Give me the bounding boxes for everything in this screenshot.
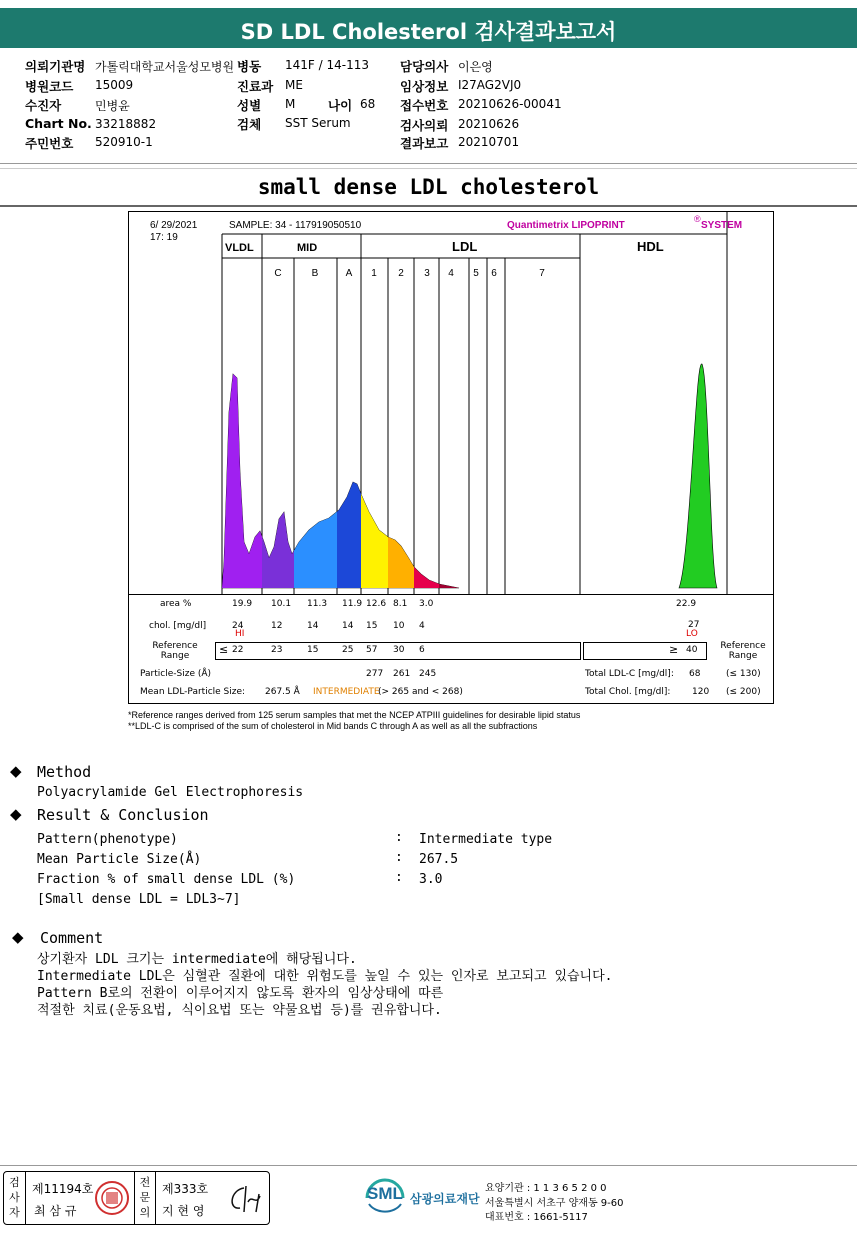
diamond-icon: ◆ <box>12 928 24 946</box>
results-table <box>128 593 774 704</box>
brand-text: Quantimetrix LIPOPRINT <box>507 220 625 231</box>
group-mid: MID <box>297 242 318 254</box>
label-char: 검 <box>9 1176 20 1189</box>
footnote: *Reference ranges derived from 125 serum samples that met the NCEP ATPIII guidelines for desirable lipid status <box>128 710 581 720</box>
field-label: 임상정보 <box>400 79 449 94</box>
org-line: 요양기관 : 1 1 3 6 5 2 0 0 <box>485 1183 607 1194</box>
band-label-6: 6 <box>491 268 497 279</box>
org-line: 대표번호 : 1661-5117 <box>485 1212 588 1223</box>
ref-ge-symbol: ≥ <box>669 643 679 656</box>
result-label: Mean Particle Size(Å) <box>37 852 202 867</box>
seal-icon <box>94 1180 130 1216</box>
label-char: 문 <box>139 1191 151 1204</box>
inspector-label <box>4 1172 26 1224</box>
field-label: 접수번호 <box>400 98 449 113</box>
ref-label-line: Range <box>160 651 190 661</box>
field-label: 나이 <box>328 98 353 113</box>
chart-frame <box>128 211 774 595</box>
field-value: 가톨릭대학교서울성모병원 <box>95 60 235 74</box>
specialist-no: 제333호 <box>162 1182 209 1196</box>
comment-line: Intermediate LDL은 심혈관 질환에 대한 위험도를 높일 수 있는 인자로 보고되고 있습니다. <box>37 969 613 984</box>
field-value: M <box>285 97 296 111</box>
ref-row-cell: 22 <box>232 645 244 655</box>
ref-row-cell: 23 <box>271 645 283 655</box>
org-logo-text: SML <box>367 1184 403 1203</box>
label-char: 전 <box>139 1176 151 1189</box>
area-label: area % <box>160 599 192 609</box>
field-label: 수진자 <box>25 98 62 113</box>
field-value: 141F / 14-113 <box>285 58 369 72</box>
ref-row-cell: 15 <box>307 645 319 655</box>
ref-row-cell: 25 <box>342 645 354 655</box>
result-note: [Small dense LDL = LDL3~7] <box>37 892 241 907</box>
field-value: 민병윤 <box>95 99 130 113</box>
group-hdl: HDL <box>637 239 664 254</box>
band-label-A: A <box>345 268 353 279</box>
total-ldl-ref: (≤ 130) <box>726 669 761 679</box>
chol-label: chol. [mg/dl] <box>149 621 207 631</box>
specialist-label <box>134 1172 156 1224</box>
diamond-icon: ◆ <box>10 805 22 823</box>
chol-row-cell: 14 <box>342 621 354 631</box>
footnote: **LDL-C is comprised of the sum of cholesterol in Mid bands C through A as well as all the subfractions <box>128 721 538 731</box>
inspector-no: 제11194호 <box>32 1182 94 1196</box>
area-row-cell: 19.9 <box>232 599 253 609</box>
result-heading: Result & Conclusion <box>37 806 209 824</box>
brand-mark: ® <box>694 214 701 224</box>
area-row-cell: 8.1 <box>393 599 408 609</box>
particle-row-cell: 261 <box>393 669 411 679</box>
colon: : <box>395 870 403 885</box>
field-value: SST Serum <box>285 116 351 130</box>
band-label-5: 5 <box>473 268 479 279</box>
mean-label: Mean LDL-Particle Size: <box>140 687 246 697</box>
field-label: 병동 <box>237 59 262 74</box>
lo-flag: LO <box>686 629 698 639</box>
signature-icon <box>226 1182 264 1214</box>
colon: : <box>395 850 403 865</box>
band-label-B: B <box>311 268 319 279</box>
label-char: 사 <box>9 1191 20 1204</box>
report-title: SD LDL Cholesterol 검사결과보고서 <box>240 20 617 44</box>
ref-row-cell: 6 <box>419 645 425 655</box>
group-vldl: VLDL <box>225 242 254 254</box>
section-title: small dense LDL cholesterol <box>257 175 600 199</box>
ref-label-line: Reference <box>720 641 766 651</box>
result-value: Intermediate type <box>419 832 553 847</box>
band-label-3: 3 <box>424 268 430 279</box>
field-label: 진료과 <box>237 79 274 94</box>
field-value: 33218882 <box>95 117 157 131</box>
field-value: 20210626-00041 <box>458 97 562 111</box>
chol-row-cell: 4 <box>419 621 425 631</box>
divider <box>0 163 857 164</box>
divider <box>0 205 857 207</box>
total-ldl-label: Total LDL-C [mg/dl]: <box>585 669 674 679</box>
area-row-cell: 10.1 <box>271 599 292 609</box>
org-name: 삼광의료재단 <box>410 1192 480 1206</box>
total-chol-ref: (≤ 200) <box>726 687 761 697</box>
field-label: 검체 <box>237 117 262 132</box>
particle-label: Particle-Size (Å) <box>140 669 212 679</box>
field-value: 15009 <box>95 78 134 92</box>
total-ldl: 68 <box>689 669 701 679</box>
diamond-icon: ◆ <box>10 762 22 780</box>
colon: : <box>395 830 403 845</box>
ref-label <box>151 641 199 661</box>
label-char: 자 <box>9 1206 20 1219</box>
field-label: 결과보고 <box>400 136 449 151</box>
ref-label-line: Reference <box>152 641 198 651</box>
footer-divider <box>0 1165 857 1166</box>
method-heading: Method <box>37 763 92 781</box>
field-label: 검사의뢰 <box>400 118 449 133</box>
field-value: 20210626 <box>458 117 520 131</box>
total-chol-label: Total Chol. [mg/dl]: <box>585 687 671 697</box>
ref-row-cell: 57 <box>366 645 378 655</box>
group-ldl: LDL <box>452 239 478 254</box>
chart-date: 6/ 29/2021 <box>150 220 198 231</box>
signature-box <box>3 1171 270 1225</box>
particle-row-cell: 277 <box>366 669 384 679</box>
ref-le-symbol: ≤ <box>219 643 229 656</box>
particle-row-cell: 245 <box>419 669 437 679</box>
hdl-chol: 27 <box>688 620 700 630</box>
chart-time: 17: 19 <box>150 232 178 243</box>
area-row-cell: 11.3 <box>307 599 328 609</box>
result-label: Pattern(phenotype) <box>37 832 178 847</box>
mean-value: 267.5 Å <box>265 687 300 697</box>
chol-row-cell: 15 <box>366 621 378 631</box>
chol-row-cell: 12 <box>271 621 283 631</box>
field-value: I27AG2VJ0 <box>458 78 522 92</box>
hdl-peak <box>679 364 717 588</box>
brand-suffix: SYSTEM <box>701 220 743 231</box>
field-label: Chart No. <box>25 116 92 131</box>
field-value: 68 <box>360 97 376 111</box>
band-label-1: 1 <box>371 268 377 279</box>
field-label: 주민번호 <box>25 136 74 151</box>
area-row-cell: 11.9 <box>342 599 363 609</box>
comment-line: 상기환자 LDL 크기는 intermediate에 해당됩니다. <box>37 952 357 967</box>
inspector-name: 최 삼 규 <box>34 1204 77 1218</box>
ref-label-line: Range <box>728 651 758 661</box>
band-label-7: 7 <box>539 268 545 279</box>
band-label-C: C <box>274 268 282 279</box>
hdl-area: 22.9 <box>676 599 697 609</box>
ref-label-right <box>717 641 769 661</box>
result-value: 267.5 <box>419 852 459 867</box>
result-value: 3.0 <box>419 872 443 887</box>
specialist-name: 지 현 영 <box>162 1204 205 1218</box>
field-value: 이은영 <box>458 60 493 74</box>
chart-sample: SAMPLE: 34 - 117919050510 <box>229 220 362 231</box>
hi-flag: HI <box>235 629 245 639</box>
org-line: 서울특별시 서초구 양재동 9-60 <box>485 1198 624 1209</box>
area-row-cell: 3.0 <box>419 599 434 609</box>
mean-type: INTERMEDIATE <box>313 687 380 697</box>
field-value: 520910-1 <box>95 135 153 149</box>
ref-row-cell: 30 <box>393 645 405 655</box>
band-label-2: 2 <box>398 268 404 279</box>
comment-heading: Comment <box>40 929 104 947</box>
mean-range: (> 265 and < 268) <box>378 687 463 697</box>
field-value: 20210701 <box>458 135 520 149</box>
label-char: 의 <box>139 1206 151 1219</box>
chol-row-cell: 10 <box>393 621 405 631</box>
field-label: 의뢰기관명 <box>25 59 86 74</box>
field-label: 병원코드 <box>25 79 74 94</box>
electrophoresis-chart <box>129 212 773 594</box>
total-chol: 120 <box>692 687 710 697</box>
chol-row-cell: 24 <box>232 621 244 631</box>
field-label: 성별 <box>237 98 262 113</box>
ref-hdl-value: 40 <box>686 645 698 655</box>
area-row-cell: 12.6 <box>366 599 387 609</box>
field-value: ME <box>285 78 303 92</box>
comment-line: 적절한 치료(운동요법, 식이요법 또는 약물요법 등)를 권유합니다. <box>37 1003 442 1018</box>
divider <box>0 168 857 169</box>
field-label: 담당의사 <box>400 59 449 74</box>
comment-line: Pattern B로의 전환이 이루어지지 않도록 환자의 임상상태에 따른 <box>37 986 444 1001</box>
band-label-4: 4 <box>448 268 454 279</box>
chol-row-cell: 14 <box>307 621 319 631</box>
result-label: Fraction % of small dense LDL (%) <box>37 872 296 887</box>
method-text: Polyacrylamide Gel Electrophoresis <box>37 785 304 800</box>
